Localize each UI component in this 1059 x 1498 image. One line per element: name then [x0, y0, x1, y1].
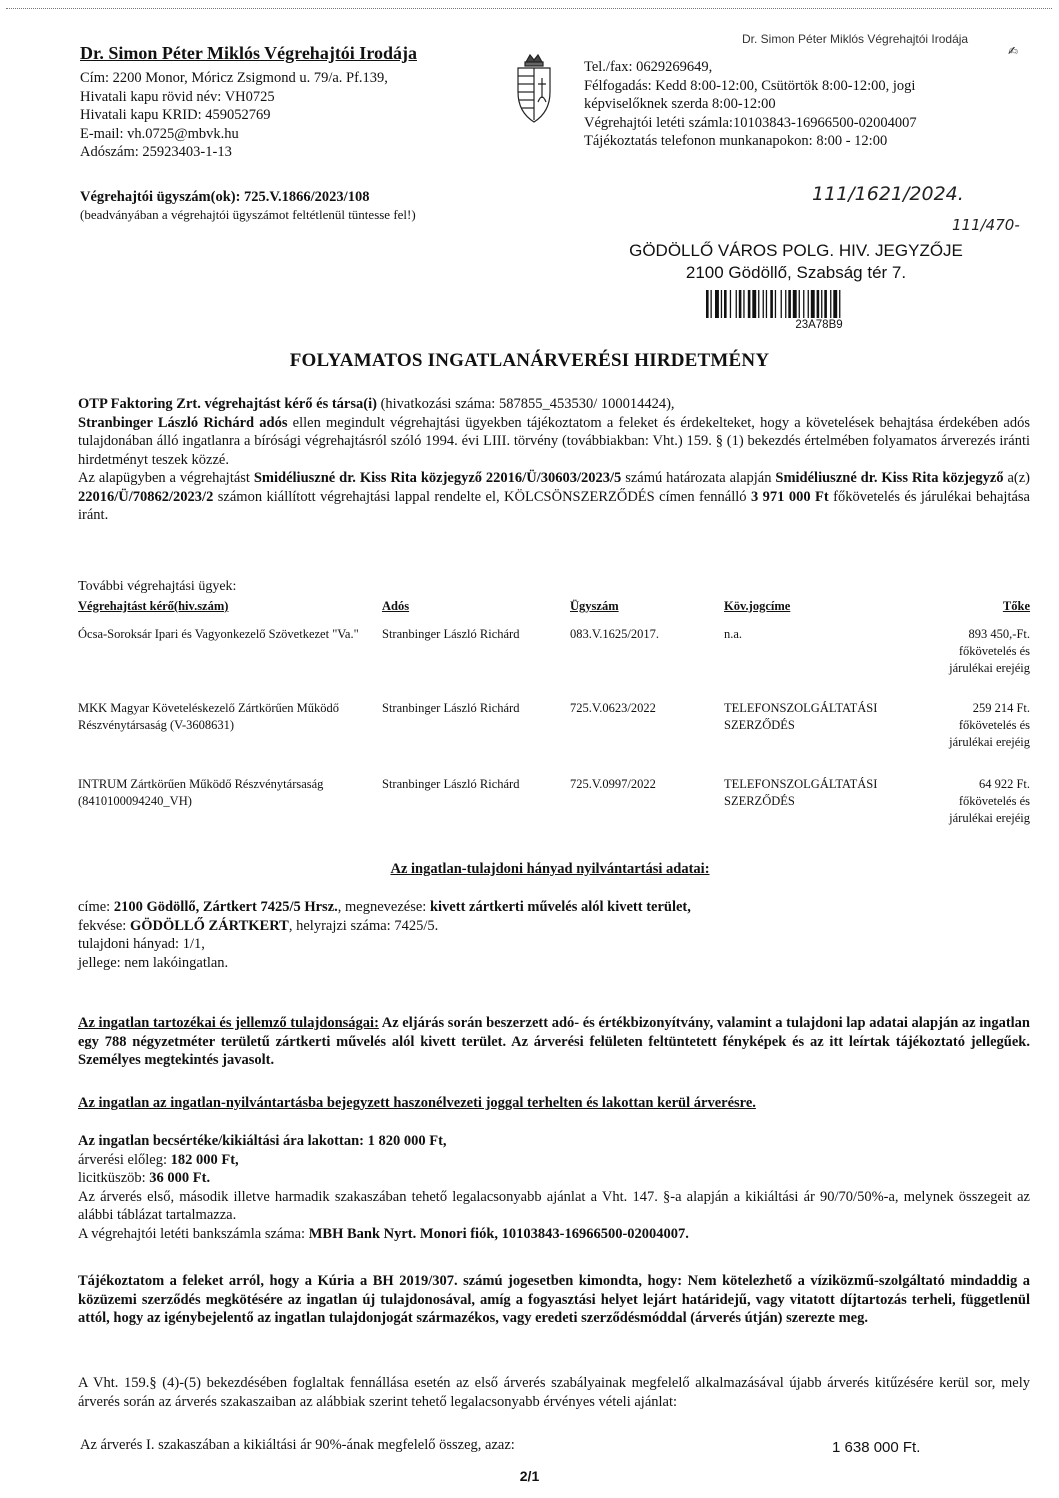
other-cases-label: További végrehajtási ügyek: [78, 579, 237, 594]
row-creditor: INTRUM Zártkörűen Működő Részvénytársaság (8410100094240_VH) [78, 776, 324, 808]
office-name: Dr. Simon Péter Miklós Végrehajtói Irodája [80, 43, 417, 63]
case-number-block [80, 188, 740, 223]
row-capital: 64 922 Ft. főkövetelés és járulékai erejéig [949, 776, 1030, 825]
col-header-claim-title: Köv.jogcíme [724, 598, 791, 613]
barcode-bar [752, 290, 756, 318]
office-stamp: Dr. Simon Péter Miklós Végrehajtói Irodája [742, 32, 969, 46]
escrow-account: Végrehajtói letéti számla:10103843-16966500-02004007 [584, 114, 917, 131]
barcode-label: 23A78B9 [795, 319, 843, 331]
barcode-bar [830, 290, 831, 318]
office-email: E-mail: vh.0725@mbvk.hu [80, 125, 239, 142]
features-text: Az eljárás során beszerzett adó- és értékbizonyítvány, valamint a tulajdoni lap adatai alapján az ingatlan egy 788 négyzetméter területű zártkerti művelés alól kivett terület. Az árverési felületen feltüntetett fényképek és az itt leírtak tájékoztató jellegűek. Személyes megtekintés javasolt. [78, 1015, 1030, 1069]
case-number-note: (beadványában a végrehajtói ügyszámot feltétlenül tüntesse fel!) [80, 206, 416, 222]
minimum-bids-note: Az árverés első, második illetve harmadik szakaszában tehető legalacsonyabb ajánlat a Vht. 147. §-a alapján a kikiáltási ár 90/70/50%-a, melynek összegeit az alábbi táblázat tartalmazza. [78, 1188, 1030, 1224]
property-type: jellege: nem lakóingatlan. [78, 954, 229, 971]
property-share: tulajdoni hányad: 1/1, [78, 936, 205, 953]
barcode-bar [775, 290, 776, 318]
vht-paragraph: A Vht. 159.§ (4)-(5) bekezdésében foglaltak fennállása esetén az első árverés szabályainak megfelelő alkalmazásával újabb árverés kitűzésére kerül sor, mely árverés során az árverés szakaszaiban az alábbiak szerint tehető legalacsonyabb érvényes vételi ajánlat: [78, 1375, 1030, 1410]
property-location: fekvése: GÖDÖLLŐ ZÁRTKERT, helyrajzi száma: 7425/5. [78, 917, 439, 934]
handwritten-sub-number: 111/470- [952, 216, 1020, 234]
office-hours-lawyers: képviselőknek szerda 8:00-12:00 [584, 96, 776, 113]
barcode-bar [724, 290, 727, 318]
case-number: Végrehajtói ügyszám(ok): 725.V.1866/2023/108 [80, 189, 370, 205]
recipient-block [586, 240, 1006, 284]
barcode-bar [766, 290, 767, 318]
intro-section [78, 395, 1030, 525]
barcode-bar [748, 290, 751, 318]
barcode-bar [781, 290, 782, 318]
barcode [704, 290, 934, 318]
barcode-bar [817, 290, 820, 318]
row-claim-title: TELEFONSZOLGÁLTATÁSI SZERZŐDÉS [724, 776, 878, 808]
features-label: Az ingatlan tartozékai és jellemző tulajdonságai: [78, 1015, 379, 1031]
document-title: FOLYAMATOS INGATLANÁRVERÉSI HIRDETMÉNY [289, 350, 770, 371]
phone-fax: Tel./fax: 0629269649, [584, 59, 713, 75]
property-address: címe: 2100 Gödöllő, Zártkert 7425/5 Hrsz., megnevezése: kivett zártkerti művelés alól kivett terület, [78, 899, 691, 915]
office-gate-krid: Hivatali kapu KRID: 459052769 [80, 107, 271, 124]
row-debtor: Stranbinger László Richárd [382, 776, 520, 791]
row-debtor: Stranbinger László Richárd [382, 626, 520, 641]
barcode-bar [811, 290, 815, 318]
barcode-bar [706, 290, 709, 318]
row-claim-title: n.a. [724, 626, 743, 641]
basis-paragraph: Az alapügyben a végrehajtást Smidéliuszné dr. Kiss Rita közjegyző 22016/Ü/30603/2023/5 számú határozata alapján Smidéliuszné dr. Kiss Rita közjegyző a(z) 22016/Ü/70862/2023/2 számon kiállított végrehajtási lappal rendelte el, KÖLCSÖNSZERZŐDÉS címen fennálló 3 971 000 Ft főkövetelés és járulékai behajtása iránt. [78, 470, 1030, 524]
barcode-bar [758, 290, 759, 318]
office-address: Cím: 2200 Monor, Móricz Zsigmond u. 79/a. Pf.139, [80, 70, 388, 87]
col-header-capital: Tőke [1002, 598, 1030, 613]
barcode-bar [739, 290, 742, 318]
col-header-creditor: Végrehajtást kérő(hiv.szám) [78, 598, 229, 613]
row-case-no: 083.V.1625/2017. [570, 626, 660, 641]
debtor-paragraph: Stranbinger László Richárd adós ellen megindult végrehajtási ügyekben tájékoztatom a feleket és érdekelteket, hogy a követelések behajtása érdekében adós tulajdonában álló ingatlanra a bírósági végrehajtásról szóló 1994. évi LIII. törvény (továbbiakban: Vht.) 159. § (1) bekezdés értelmében folyamatos árverezés iránti hirdetményt teszek közzé. [78, 414, 1030, 468]
barcode-bar [763, 290, 764, 318]
handwritten-registry-number: 111/1621/2024. [812, 183, 964, 205]
features-paragraph [78, 1014, 1030, 1070]
row-creditor: MKK Magyar Követeléskezelő Zártkörűen Működő Részvénytársaság (V-3608631) [78, 700, 340, 732]
bid-increment: licitküszöb: 36 000 Ft. [78, 1170, 211, 1187]
barcode-bar [821, 290, 822, 318]
barcode-bar [793, 290, 797, 318]
barcode-bar [824, 290, 827, 318]
top-dotted-rule [6, 8, 1052, 9]
kuria-paragraph: Tájékoztatom a feleket arról, hogy a Kúria a BH 2019/307. számú jogesetben kimondta, hogy: Nem kötelezhető a víziközmű-szolgáltató mindaddig a közüzemi szerződés megkötésére az ingatlan új tulajdonosával, amíg a fogyasztási helyet lejárt határidejű, vagy vitatott díjtartozás terheli, függetlenül attól, hogy az igénybejelentő az ingatlan tulajdonjogát származékos, vagy eredeti szerződésmóddal (árverés útján) szerezte meg. [78, 1273, 1030, 1327]
col-header-case-no: Ügyszám [570, 598, 619, 613]
creditor-line: OTP Faktoring Zrt. végrehajtást kérő és társa(i) (hivatkozási száma: 587855_453530/ 100014424), [78, 396, 675, 412]
encumbrance-note: Az ingatlan az ingatlan-nyilvántartásba bejegyzett haszonélvezeti joggal terhelten és lakottan kerül árverésre. [78, 1095, 756, 1111]
recipient-name: GÖDÖLLŐ VÁROS POLG. HIV. JEGYZŐJE [629, 241, 963, 260]
barcode-bar [785, 290, 786, 318]
barcode-bar [770, 290, 773, 318]
barcode-bar [721, 290, 722, 318]
estimated-value: Az ingatlan becsértéke/kikiáltási ára lakottan: 1 820 000 Ft, [78, 1133, 447, 1149]
office-header [80, 42, 500, 162]
barcode-bar [839, 290, 840, 318]
property-heading: Az ingatlan-tulajdoni hányad nyilvántartási adatai: [390, 861, 710, 877]
office-hours: Félfogadás: Kedd 8:00-12:00, Csütörtök 8:00-12:00, jogi [584, 77, 916, 94]
office-gate-short: Hivatali kapu rövid név: VH0725 [80, 88, 275, 105]
auction-deposit: árverési előleg: 182 000 Ft, [78, 1151, 239, 1168]
property-data [78, 898, 1030, 972]
row-case-no: 725.V.0997/2022 [570, 776, 656, 791]
row-claim-title: TELEFONSZOLGÁLTATÁSI SZERZŐDÉS [724, 700, 878, 732]
bank-account: A végrehajtói letéti bankszámla száma: MBH Bank Nyrt. Monori fiók, 10103843-16966500-02004007. [78, 1225, 689, 1242]
recipient-address: 2100 Gödöllő, Szabság tér 7. [685, 263, 907, 283]
barcode-bar [743, 290, 744, 318]
stage1-amount: 1 638 000 Ft. [832, 1439, 921, 1456]
barcode-bar [711, 290, 712, 318]
phone-info-hours: Tájékoztatás telefonon munkanapokon: 8:00 - 12:00 [584, 133, 888, 150]
barcode-bar [788, 290, 791, 318]
barcode-bar [799, 290, 800, 318]
contact-block [584, 58, 1044, 151]
row-debtor: Stranbinger László Richárd [382, 700, 520, 715]
barcode-bar [833, 290, 837, 318]
page-number: 2/1 [519, 1468, 540, 1484]
barcode-bar [715, 290, 719, 318]
office-tax-number: Adószám: 25923403-1-13 [80, 144, 232, 161]
pricing-section [78, 1132, 1030, 1243]
signature-mark: ✍ [1008, 44, 1019, 58]
row-capital: 259 214 Ft. főkövetelés és járulékai erejéig [949, 700, 1030, 749]
barcode-bar [736, 290, 737, 318]
barcode-bar [730, 290, 731, 318]
row-capital: 893 450,-Ft. főkövetelés és járulékai erejéig [949, 626, 1030, 675]
row-creditor: Ócsa-Soroksár Ipari és Vagyonkezelő Szövetkezet "Va." [78, 626, 359, 641]
col-header-debtor: Adós [382, 598, 410, 613]
barcode-bar [803, 290, 804, 318]
coat-of-arms-icon [512, 52, 556, 126]
barcode-bar [808, 290, 809, 318]
stage1-label: Az árverés I. szakaszában a kikiáltási ár 90%-ának megfelelő összeg, azaz: [80, 1437, 515, 1453]
other-cases-table [78, 578, 1030, 825]
row-case-no: 725.V.0623/2022 [570, 700, 656, 715]
